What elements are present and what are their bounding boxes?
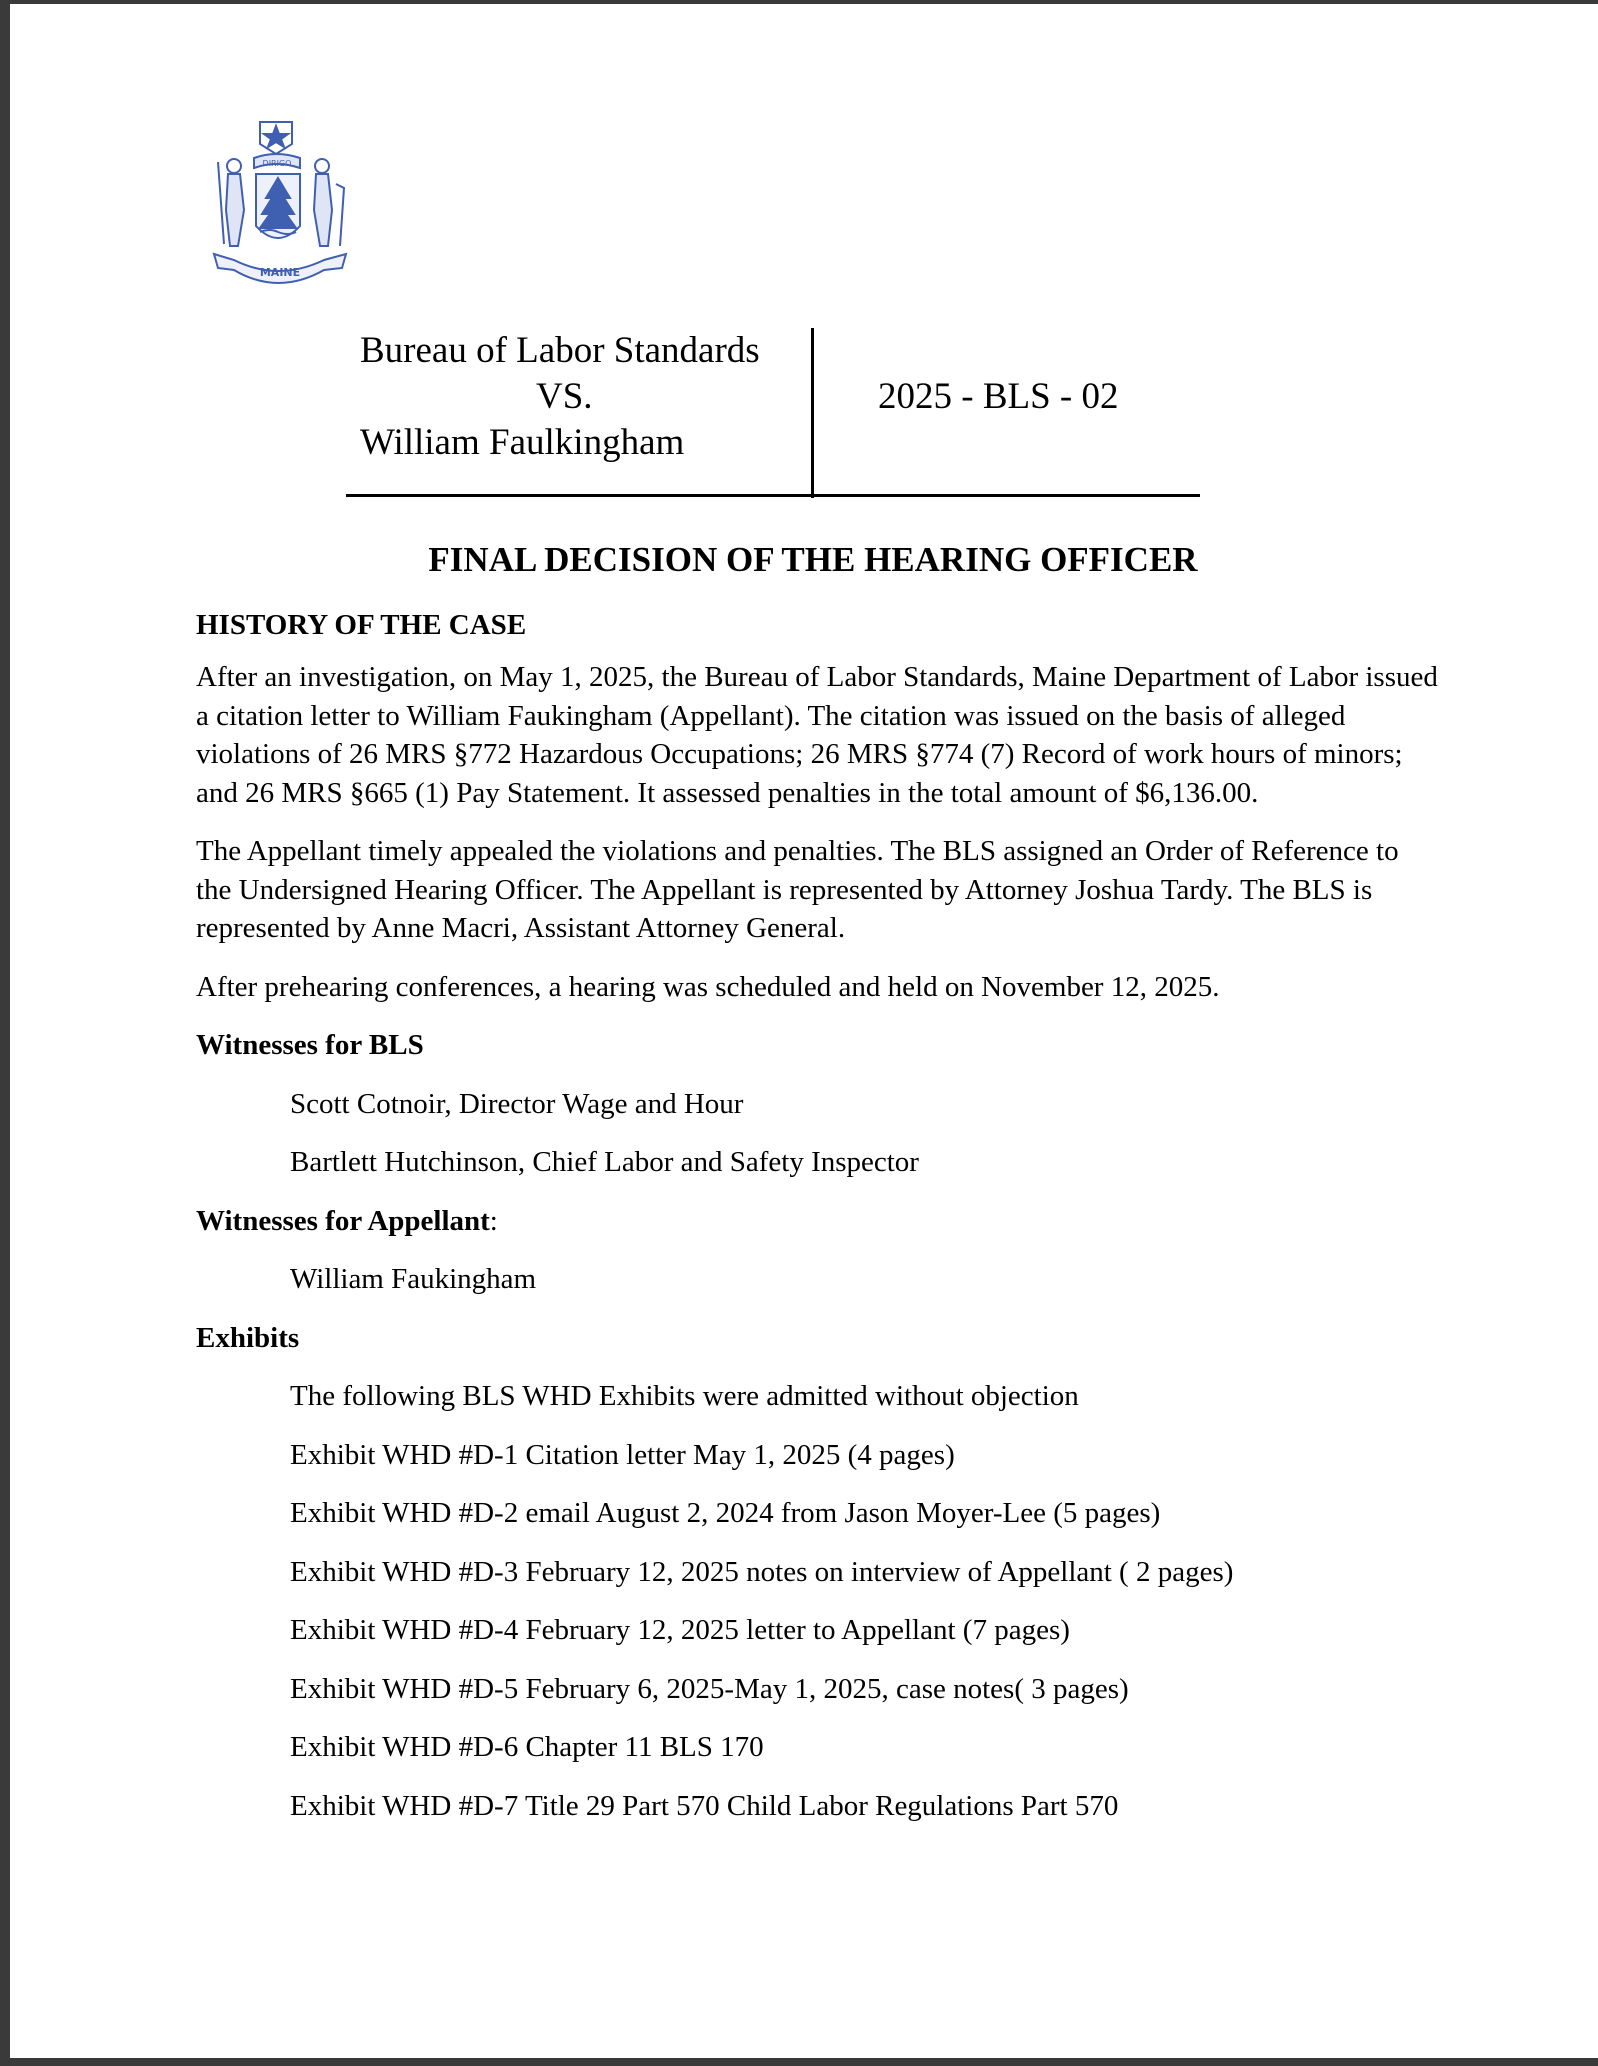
caption-horizontal-rule — [346, 494, 1200, 497]
seal-farmer-body — [226, 174, 244, 246]
caption-vertical-rule — [811, 328, 814, 498]
case-number: 2025 - BLS - 02 — [878, 376, 1119, 417]
witnesses-appellant-label — [196, 1202, 1456, 1241]
party-appellant: William Faulkingham — [360, 422, 685, 463]
exhibit-item: Exhibit WHD #D-1 Citation letter May 1, 2025 (4 pages) — [290, 1438, 955, 1471]
seal-ribbon-text: MAINE — [259, 266, 301, 279]
exhibit-item: Exhibit WHD #D-3 February 12, 2025 notes on interview of Appellant ( 2 pages) — [290, 1555, 1234, 1588]
exhibit-item: Exhibit WHD #D-6 Chapter 11 BLS 170 — [290, 1731, 764, 1763]
seal-sailor-head — [315, 159, 329, 173]
exhibit-item: Exhibit WHD #D-5 February 6, 2025-May 1, 2025, case notes( 3 pages) — [290, 1672, 1129, 1705]
history-heading: HISTORY OF THE CASE — [196, 609, 527, 641]
witnesses-bls-label — [196, 1026, 1456, 1065]
history-paragraph: The Appellant timely appealed the violations and penalties. The BLS assigned an Order of Reference to the Undersigned Hearing Officer. The Appellant is represented by Attorney Joshua Tardy. The BLS is represented by Anne Macri, Assistant Attorney General. — [196, 835, 1399, 944]
exhibit-item: Exhibit WHD #D-2 email August 2, 2024 from Jason Moyer-Lee (5 pages) — [290, 1497, 1161, 1529]
history-paragraph: After an investigation, on May 1, 2025, the Bureau of Labor Standards, Maine Department of Labor issued a citation letter to William Faukingham (Appellant). The citation was issued on the basis of alleged violations of 26 MRS §772 Hazardous Occupations; 26 MRS §774 (7) Record of work hours of minors; and 26 MRS §665 (1) Pay Statement. It assessed penalties in the total amount of $6,136.00. — [196, 661, 1438, 809]
seal-star — [264, 126, 288, 147]
label-colon: : — [489, 1204, 498, 1237]
maine-state-seal — [204, 114, 364, 294]
seal-farmer-head — [227, 159, 241, 173]
versus-label: VS. — [536, 376, 593, 417]
document-body — [196, 604, 1456, 1845]
witness-item: Bartlett Hutchinson, Chief Labor and Safety Inspector — [290, 1146, 919, 1178]
exhibits-label — [196, 1319, 1456, 1358]
seal-sailor-body — [314, 174, 332, 246]
exhibits-intro: The following BLS WHD Exhibits were admitted without objection — [290, 1380, 1079, 1412]
history-paragraph: After prehearing conferences, a hearing was scheduled and held on November 12, 2025. — [196, 970, 1220, 1003]
exhibit-item: Exhibit WHD #D-4 February 12, 2025 letter to Appellant (7 pages) — [290, 1614, 1070, 1646]
seal-banner-text: DIRIGO — [262, 159, 292, 168]
witness-item: Scott Cotnoir, Director Wage and Hour — [290, 1087, 744, 1120]
witness-item: William Faukingham — [290, 1263, 537, 1295]
party-plaintiff: Bureau of Labor Standards — [360, 330, 760, 371]
document-title: FINAL DECISION OF THE HEARING OFFICER — [428, 540, 1198, 579]
case-caption — [346, 324, 1200, 498]
witnesses-appellant-label-text: Witnesses for Appellant — [196, 1204, 490, 1237]
exhibits-label-text: Exhibits — [196, 1321, 300, 1354]
exhibit-item: Exhibit WHD #D-7 Title 29 Part 570 Child Labor Regulations Part 570 — [290, 1789, 1119, 1822]
case-parties — [360, 328, 810, 466]
document-page — [10, 4, 1598, 2058]
witnesses-bls-label-text: Witnesses for BLS — [196, 1029, 424, 1061]
